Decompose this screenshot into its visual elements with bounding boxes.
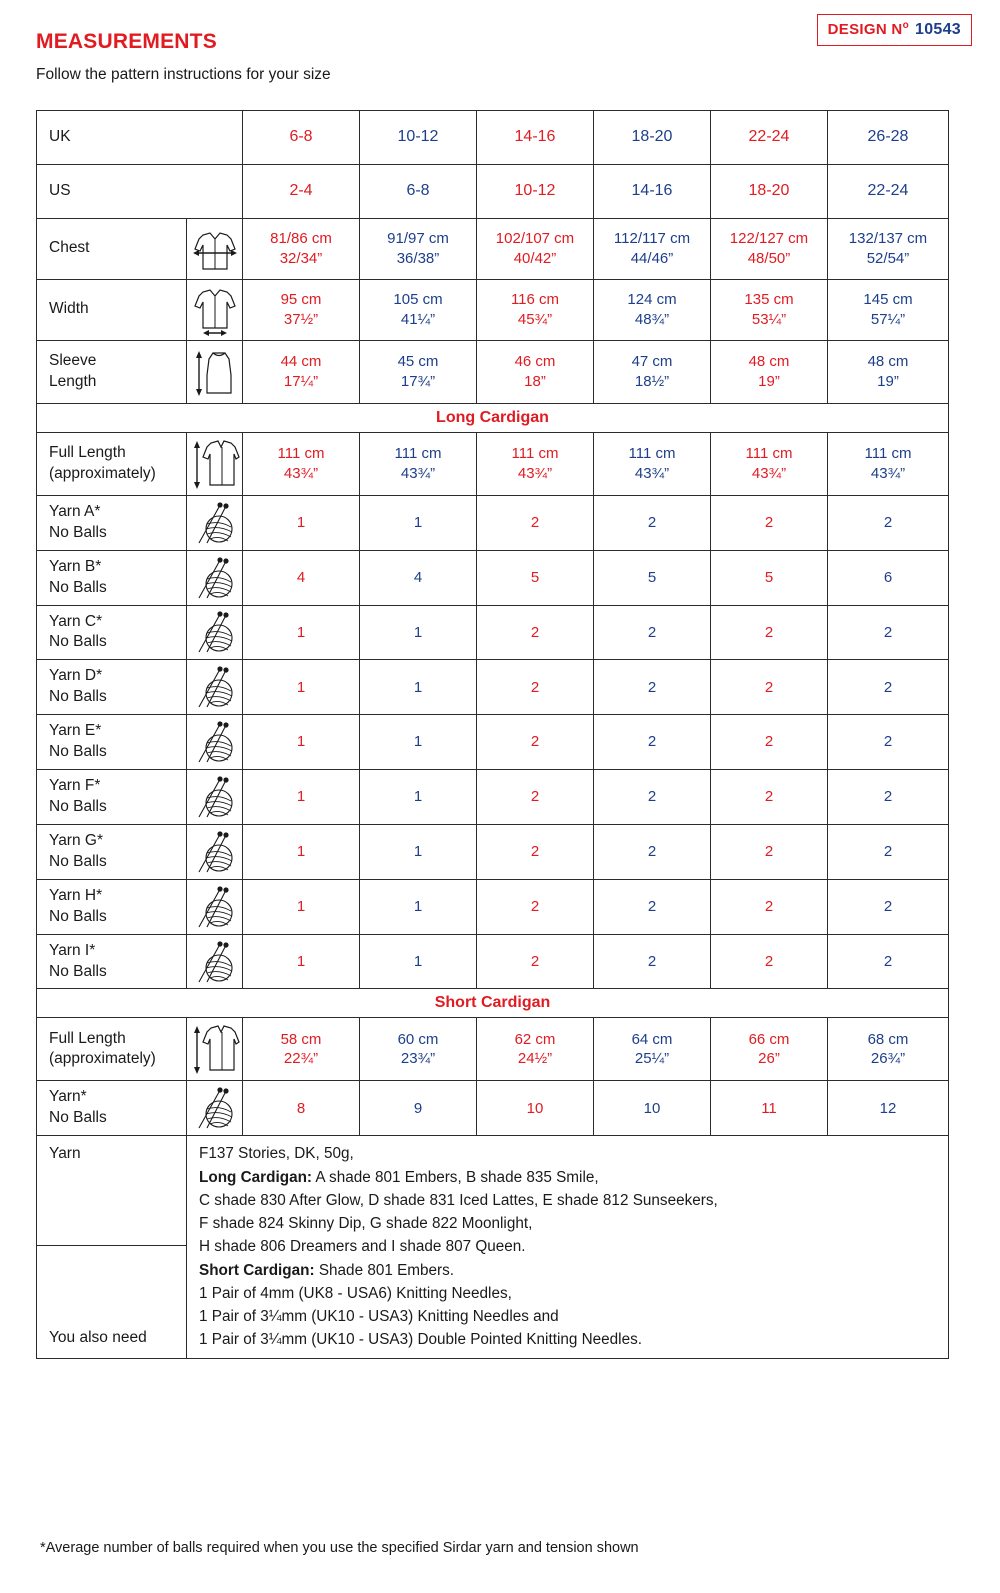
row-label-short-full-length: Full Length (approximately): [37, 1018, 187, 1081]
long-length-size-2: 111 cm 43¾”: [360, 432, 477, 495]
yarn-h-size-2: 1: [360, 879, 477, 934]
uk-size-6: 26-28: [828, 111, 949, 165]
page-title: MEASUREMENTS: [36, 30, 217, 53]
yarn-b-size-1: 4: [243, 550, 360, 605]
yarn-e-size-1: 1: [243, 715, 360, 770]
short-length-size-5: 66 cm 26”: [711, 1018, 828, 1081]
measurements-table: [36, 110, 949, 1359]
yarn-a-size-1: 1: [243, 495, 360, 550]
yarn-f-size-1: 1: [243, 770, 360, 825]
chest-size-2: 91/97 cm 36/38”: [360, 218, 477, 279]
yarn-ball-icon: [187, 934, 243, 989]
yarn-info-line-4: F shade 824 Skinny Dip, G shade 822 Moonlight,: [199, 1215, 533, 1233]
yarn-i-size-3: 2: [477, 934, 594, 989]
yarn-a-size-5: 2: [711, 495, 828, 550]
garment-chest-icon: [187, 218, 243, 279]
row-label-chest: Chest: [37, 218, 187, 279]
yarn-h-size-6: 2: [828, 879, 949, 934]
yarn-i-size-5: 2: [711, 934, 828, 989]
yarn-g-size-6: 2: [828, 824, 949, 879]
yarn-h-size-3: 2: [477, 879, 594, 934]
short-yarn-size-6: 12: [828, 1081, 949, 1136]
yarn-e-size-6: 2: [828, 715, 949, 770]
short-length-size-3: 62 cm 24½”: [477, 1018, 594, 1081]
table-row-yarn-d: [37, 660, 949, 715]
yarn-i-size-2: 1: [360, 934, 477, 989]
chest-size-6: 132/137 cm 52/54”: [828, 218, 949, 279]
yarn-h-size-4: 2: [594, 879, 711, 934]
chest-size-5: 122/127 cm 48/50”: [711, 218, 828, 279]
uk-size-1: 6-8: [243, 111, 360, 165]
row-label-yarn-e: Yarn E* No Balls: [37, 715, 187, 770]
row-label-us: US: [37, 164, 243, 218]
yarn-ball-icon: [187, 879, 243, 934]
row-label-long-full-length: Full Length (approximately): [37, 432, 187, 495]
yarn-a-size-6: 2: [828, 495, 949, 550]
short-length-size-1: 58 cm 22¾”: [243, 1018, 360, 1081]
table-row-yarn-b: [37, 550, 949, 605]
yarn-e-size-2: 1: [360, 715, 477, 770]
yarn-i-size-4: 2: [594, 934, 711, 989]
section-header-long-cardigan-label: Long Cardigan: [37, 403, 949, 432]
yarn-b-size-3: 5: [477, 550, 594, 605]
yarn-ball-icon: [187, 770, 243, 825]
row-label-also-need: You also need: [37, 1245, 187, 1358]
table-row-width: [37, 279, 949, 340]
yarn-g-size-2: 1: [360, 824, 477, 879]
sleeve-size-4: 47 cm 18½”: [594, 340, 711, 403]
table-row-sleeve-length: [37, 340, 949, 403]
us-size-4: 14-16: [594, 164, 711, 218]
yarn-f-size-3: 2: [477, 770, 594, 825]
row-label-short-yarn: Yarn* No Balls: [37, 1081, 187, 1136]
row-label-yarn-f: Yarn F* No Balls: [37, 770, 187, 825]
sleeve-length-icon: [187, 340, 243, 403]
table-row-chest: [37, 218, 949, 279]
short-yarn-size-1: 8: [243, 1081, 360, 1136]
full-length-icon: [187, 1018, 243, 1081]
yarn-ball-icon: [187, 1081, 243, 1136]
garment-width-icon: [187, 279, 243, 340]
design-number-badge: [817, 14, 972, 46]
yarn-ball-icon: [187, 550, 243, 605]
row-label-yarn-h: Yarn H* No Balls: [37, 879, 187, 934]
yarn-info-line-3: C shade 830 After Glow, D shade 831 Iced Lattes, E shade 812 Sunseekers,: [199, 1191, 718, 1209]
short-length-size-6: 68 cm 26¾”: [828, 1018, 949, 1081]
chest-size-1: 81/86 cm 32/34”: [243, 218, 360, 279]
us-size-2: 6-8: [360, 164, 477, 218]
yarn-h-size-5: 2: [711, 879, 828, 934]
sleeve-size-2: 45 cm 17¾”: [360, 340, 477, 403]
yarn-a-size-4: 2: [594, 495, 711, 550]
yarn-d-size-4: 2: [594, 660, 711, 715]
yarn-b-size-6: 6: [828, 550, 949, 605]
row-label-yarn-i: Yarn I* No Balls: [37, 934, 187, 989]
yarn-f-size-2: 1: [360, 770, 477, 825]
yarn-b-size-5: 5: [711, 550, 828, 605]
also-need-line-3: 1 Pair of 3¼mm (UK10 - USA3) Double Pointed Knitting Needles.: [199, 1331, 642, 1349]
long-length-size-3: 111 cm 43¾”: [477, 432, 594, 495]
yarn-info-line-long: Long Cardigan: A shade 801 Embers, B shade 835 Smile,: [199, 1168, 599, 1186]
width-size-3: 116 cm 45¾”: [477, 279, 594, 340]
page-subtitle: Follow the pattern instructions for your size: [36, 66, 331, 83]
yarn-g-size-1: 1: [243, 824, 360, 879]
width-size-6: 145 cm 57¼”: [828, 279, 949, 340]
yarn-f-size-6: 2: [828, 770, 949, 825]
yarn-d-size-5: 2: [711, 660, 828, 715]
us-size-6: 22-24: [828, 164, 949, 218]
yarn-c-size-3: 2: [477, 605, 594, 660]
chest-size-3: 102/107 cm 40/42”: [477, 218, 594, 279]
yarn-info-text: [187, 1136, 949, 1358]
yarn-b-size-2: 4: [360, 550, 477, 605]
long-length-size-4: 111 cm 43¾”: [594, 432, 711, 495]
design-number-value: 10543: [915, 21, 961, 38]
full-length-icon: [187, 432, 243, 495]
short-yarn-size-2: 9: [360, 1081, 477, 1136]
yarn-a-size-3: 2: [477, 495, 594, 550]
yarn-d-size-2: 1: [360, 660, 477, 715]
section-header-long-cardigan: [37, 403, 949, 432]
table-row-yarn-info: [37, 1136, 949, 1246]
yarn-g-size-5: 2: [711, 824, 828, 879]
yarn-g-size-3: 2: [477, 824, 594, 879]
yarn-e-size-4: 2: [594, 715, 711, 770]
yarn-i-size-6: 2: [828, 934, 949, 989]
yarn-info-line-1: F137 Stories, DK, 50g,: [199, 1145, 354, 1163]
table-row-yarn-a: [37, 495, 949, 550]
sleeve-size-6: 48 cm 19”: [828, 340, 949, 403]
section-header-short-cardigan: [37, 989, 949, 1018]
row-label-sleeve-length: Sleeve Length: [37, 340, 187, 403]
yarn-info-line-short: Short Cardigan: Shade 801 Embers.: [199, 1261, 455, 1279]
yarn-a-size-2: 1: [360, 495, 477, 550]
also-need-line-1: 1 Pair of 4mm (UK8 - USA6) Knitting Needles,: [199, 1284, 512, 1302]
long-length-size-6: 111 cm 43¾”: [828, 432, 949, 495]
row-label-yarn-g: Yarn G* No Balls: [37, 824, 187, 879]
yarn-d-size-1: 1: [243, 660, 360, 715]
short-yarn-size-4: 10: [594, 1081, 711, 1136]
yarn-c-size-2: 1: [360, 605, 477, 660]
yarn-c-size-5: 2: [711, 605, 828, 660]
yarn-b-size-4: 5: [594, 550, 711, 605]
width-size-5: 135 cm 53¼”: [711, 279, 828, 340]
chest-size-4: 112/117 cm 44/46”: [594, 218, 711, 279]
long-length-size-1: 111 cm 43¾”: [243, 432, 360, 495]
short-yarn-size-3: 10: [477, 1081, 594, 1136]
table-row-yarn-h: [37, 879, 949, 934]
yarn-ball-icon: [187, 495, 243, 550]
yarn-h-size-1: 1: [243, 879, 360, 934]
table-row-yarn-g: [37, 824, 949, 879]
also-need-line-2: 1 Pair of 3¼mm (UK10 - USA3) Knitting Needles and: [199, 1308, 559, 1326]
yarn-f-size-4: 2: [594, 770, 711, 825]
table-row-us: [37, 164, 949, 218]
yarn-f-size-5: 2: [711, 770, 828, 825]
sleeve-size-5: 48 cm 19”: [711, 340, 828, 403]
yarn-ball-icon: [187, 824, 243, 879]
us-size-5: 18-20: [711, 164, 828, 218]
short-length-size-4: 64 cm 25¼”: [594, 1018, 711, 1081]
uk-size-5: 22-24: [711, 111, 828, 165]
table-row-uk: [37, 111, 949, 165]
short-length-size-2: 60 cm 23¾”: [360, 1018, 477, 1081]
table-row-yarn-c: [37, 605, 949, 660]
width-size-1: 95 cm 37½”: [243, 279, 360, 340]
row-label-yarn-c: Yarn C* No Balls: [37, 605, 187, 660]
table-row-long-full-length: [37, 432, 949, 495]
yarn-d-size-6: 2: [828, 660, 949, 715]
long-length-size-5: 111 cm 43¾”: [711, 432, 828, 495]
row-label-uk: UK: [37, 111, 243, 165]
yarn-e-size-5: 2: [711, 715, 828, 770]
yarn-c-size-4: 2: [594, 605, 711, 660]
sleeve-size-1: 44 cm 17¼”: [243, 340, 360, 403]
yarn-c-size-1: 1: [243, 605, 360, 660]
section-header-short-cardigan-label: Short Cardigan: [37, 989, 949, 1018]
yarn-ball-icon: [187, 715, 243, 770]
footnote: *Average number of balls required when you use the specified Sirdar yarn and tension shown: [40, 1540, 639, 1556]
yarn-e-size-3: 2: [477, 715, 594, 770]
row-label-yarn-a: Yarn A* No Balls: [37, 495, 187, 550]
yarn-g-size-4: 2: [594, 824, 711, 879]
yarn-info-line-5: H shade 806 Dreamers and I shade 807 Queen.: [199, 1238, 526, 1256]
uk-size-3: 14-16: [477, 111, 594, 165]
yarn-ball-icon: [187, 605, 243, 660]
yarn-c-size-6: 2: [828, 605, 949, 660]
sleeve-size-3: 46 cm 18”: [477, 340, 594, 403]
width-size-4: 124 cm 48¾”: [594, 279, 711, 340]
row-label-yarn-info: Yarn: [37, 1136, 187, 1246]
yarn-ball-icon: [187, 660, 243, 715]
table-row-short-full-length: [37, 1018, 949, 1081]
short-yarn-size-5: 11: [711, 1081, 828, 1136]
row-label-yarn-d: Yarn D* No Balls: [37, 660, 187, 715]
width-size-2: 105 cm 41¼”: [360, 279, 477, 340]
table-row-yarn-i: [37, 934, 949, 989]
table-row-yarn-f: [37, 770, 949, 825]
us-size-1: 2-4: [243, 164, 360, 218]
row-label-width: Width: [37, 279, 187, 340]
uk-size-2: 10-12: [360, 111, 477, 165]
row-label-yarn-b: Yarn B* No Balls: [37, 550, 187, 605]
us-size-3: 10-12: [477, 164, 594, 218]
uk-size-4: 18-20: [594, 111, 711, 165]
design-number-label: DESIGN $N^o$: [827, 20, 909, 38]
yarn-d-size-3: 2: [477, 660, 594, 715]
table-row-yarn-e: [37, 715, 949, 770]
yarn-i-size-1: 1: [243, 934, 360, 989]
table-row-short-yarn: [37, 1081, 949, 1136]
